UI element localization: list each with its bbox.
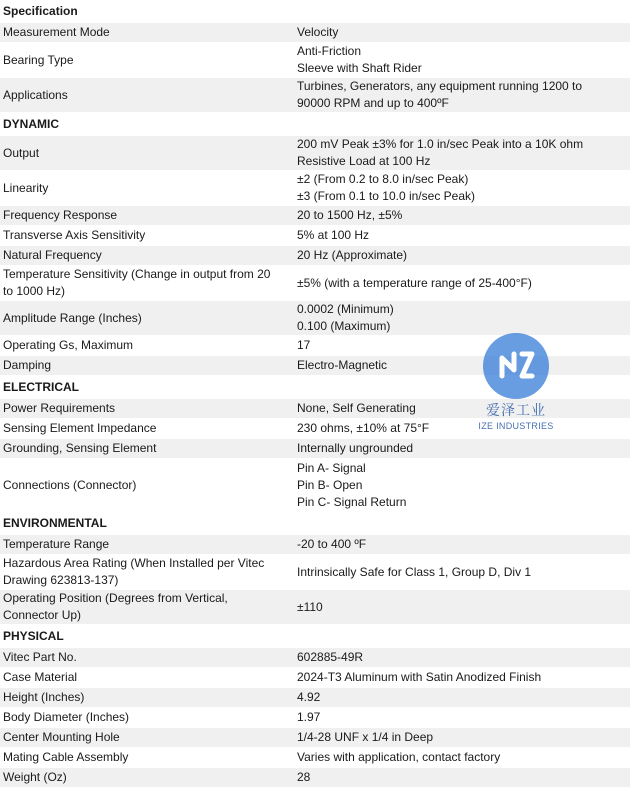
row-value bbox=[294, 78, 630, 113]
table-row bbox=[0, 555, 630, 590]
label-line: Temperature Sensitivity (Change in output from 20 bbox=[3, 267, 271, 281]
label-line: Operating Position (Degrees from Vertical, bbox=[3, 591, 228, 605]
row-label: Case Material bbox=[0, 668, 294, 688]
row-value bbox=[294, 43, 630, 78]
value-line: 200 mV Peak ±3% for 1.0 in/sec Peak into a 10K ohm bbox=[297, 137, 584, 151]
row-label: Linearity bbox=[0, 171, 294, 206]
row-value: 4.92 bbox=[294, 688, 630, 708]
row-label: Amplitude Range (Inches) bbox=[0, 301, 294, 336]
row-label: Power Requirements bbox=[0, 399, 294, 419]
label-line: to 1000 Hz) bbox=[3, 284, 66, 298]
row-value: None, Self Generating bbox=[294, 399, 630, 419]
row-label: Damping bbox=[0, 356, 294, 376]
table-row bbox=[0, 728, 630, 748]
value-line: 0.0002 (Minimum) bbox=[297, 302, 394, 316]
value-line: ±2 (From 0.2 to 8.0 in/sec Peak) bbox=[297, 172, 469, 186]
table-row bbox=[0, 439, 630, 459]
row-label: Center Mounting Hole bbox=[0, 728, 294, 748]
table-row bbox=[0, 648, 630, 668]
section-header bbox=[0, 625, 630, 648]
table-row bbox=[0, 459, 630, 512]
row-value bbox=[294, 136, 630, 171]
section-header bbox=[0, 113, 630, 136]
row-label: Mating Cable Assembly bbox=[0, 748, 294, 768]
row-label bbox=[0, 266, 294, 301]
table-row bbox=[0, 43, 630, 78]
label-line: Drawing 623813-137) bbox=[3, 573, 119, 587]
row-value: -20 to 400 ºF bbox=[294, 535, 630, 555]
table-row bbox=[0, 206, 630, 226]
section-header bbox=[0, 0, 630, 23]
row-value: 602885-49R bbox=[294, 648, 630, 668]
row-value: 28 bbox=[294, 768, 630, 788]
row-label bbox=[0, 590, 294, 625]
row-value bbox=[294, 459, 630, 512]
value-line: Sleeve with Shaft Rider bbox=[297, 61, 422, 75]
logo-english-text: IZE INDUSTRIES bbox=[478, 421, 554, 431]
row-label: Grounding, Sensing Element bbox=[0, 439, 294, 459]
section-title-dynamic: DYNAMIC bbox=[0, 113, 630, 136]
row-label: Natural Frequency bbox=[0, 246, 294, 266]
row-label: Body Diameter (Inches) bbox=[0, 708, 294, 728]
watermark-logo bbox=[478, 330, 554, 438]
table-row bbox=[0, 246, 630, 266]
row-label: Bearing Type bbox=[0, 43, 294, 78]
row-value: Varies with application, contact factory bbox=[294, 748, 630, 768]
table-row bbox=[0, 668, 630, 688]
row-value: 20 Hz (Approximate) bbox=[294, 246, 630, 266]
row-value: 5% at 100 Hz bbox=[294, 226, 630, 246]
row-value: 2024-T3 Aluminum with Satin Anodized Finish bbox=[294, 668, 630, 688]
logo-chinese-text: 爱泽工业 bbox=[486, 403, 546, 419]
row-value: Electro-Magnetic bbox=[294, 356, 630, 376]
row-label: Sensing Element Impedance bbox=[0, 419, 294, 439]
ize-logo-icon bbox=[478, 330, 554, 400]
row-label: Connections (Connector) bbox=[0, 459, 294, 512]
table-row bbox=[0, 590, 630, 625]
row-value: 17 bbox=[294, 336, 630, 356]
table-row bbox=[0, 136, 630, 171]
row-label: Height (Inches) bbox=[0, 688, 294, 708]
value-line: Anti-Friction bbox=[297, 44, 362, 58]
section-title-physical: PHYSICAL bbox=[0, 625, 630, 648]
row-label: Transverse Axis Sensitivity bbox=[0, 226, 294, 246]
row-label: Temperature Range bbox=[0, 535, 294, 555]
value-line: Turbines, Generators, any equipment running 1200 to bbox=[297, 79, 583, 93]
value-line: Pin B- Open bbox=[297, 477, 363, 492]
row-label bbox=[0, 555, 294, 590]
row-value bbox=[294, 171, 630, 206]
table-row bbox=[0, 266, 630, 301]
row-label: Weight (Oz) bbox=[0, 768, 294, 788]
table-row bbox=[0, 708, 630, 728]
value-line: 90000 RPM and up to 400ºF bbox=[297, 96, 449, 110]
value-line: ±3 (From 0.1 to 10.0 in/sec Peak) bbox=[297, 189, 475, 203]
row-label: Operating Gs, Maximum bbox=[0, 336, 294, 356]
section-title-electrical: ELECTRICAL bbox=[0, 376, 630, 399]
value-line: 0.100 (Maximum) bbox=[297, 319, 391, 333]
label-line: Connector Up) bbox=[3, 608, 82, 622]
row-value: ±5% (with a temperature range of 25-400°F) bbox=[294, 266, 630, 301]
row-value: Intrinsically Safe for Class 1, Group D, Div 1 bbox=[294, 555, 630, 590]
row-value: 1/4-28 UNF x 1/4 in Deep bbox=[294, 728, 630, 748]
row-label: Measurement Mode bbox=[0, 23, 294, 43]
row-label: Output bbox=[0, 136, 294, 171]
value-line: Pin C- Signal Return bbox=[297, 494, 407, 509]
value-line: Resistive Load at 100 Hz bbox=[297, 154, 431, 168]
table-row bbox=[0, 768, 630, 788]
section-header bbox=[0, 512, 630, 535]
table-row bbox=[0, 535, 630, 555]
section-title-environmental: ENVIRONMENTAL bbox=[0, 512, 630, 535]
section-title-specification: Specification bbox=[0, 0, 630, 23]
table-row bbox=[0, 23, 630, 43]
row-label: Frequency Response bbox=[0, 206, 294, 226]
value-line: Pin A- Signal bbox=[297, 460, 366, 475]
table-row bbox=[0, 171, 630, 206]
row-value: 20 to 1500 Hz, ±5% bbox=[294, 206, 630, 226]
row-value bbox=[294, 301, 630, 336]
row-value: ±110 bbox=[294, 590, 630, 625]
row-value: 1.97 bbox=[294, 708, 630, 728]
row-value: Internally ungrounded bbox=[294, 439, 630, 459]
row-label: Applications bbox=[0, 78, 294, 113]
row-label: Vitec Part No. bbox=[0, 648, 294, 668]
table-row bbox=[0, 748, 630, 768]
table-row bbox=[0, 226, 630, 246]
row-value: Velocity bbox=[294, 23, 630, 43]
label-line: Hazardous Area Rating (When Installed per Vitec bbox=[3, 556, 265, 570]
row-value: 230 ohms, ±10% at 75°F bbox=[294, 419, 630, 439]
table-row bbox=[0, 688, 630, 708]
table-row bbox=[0, 78, 630, 113]
